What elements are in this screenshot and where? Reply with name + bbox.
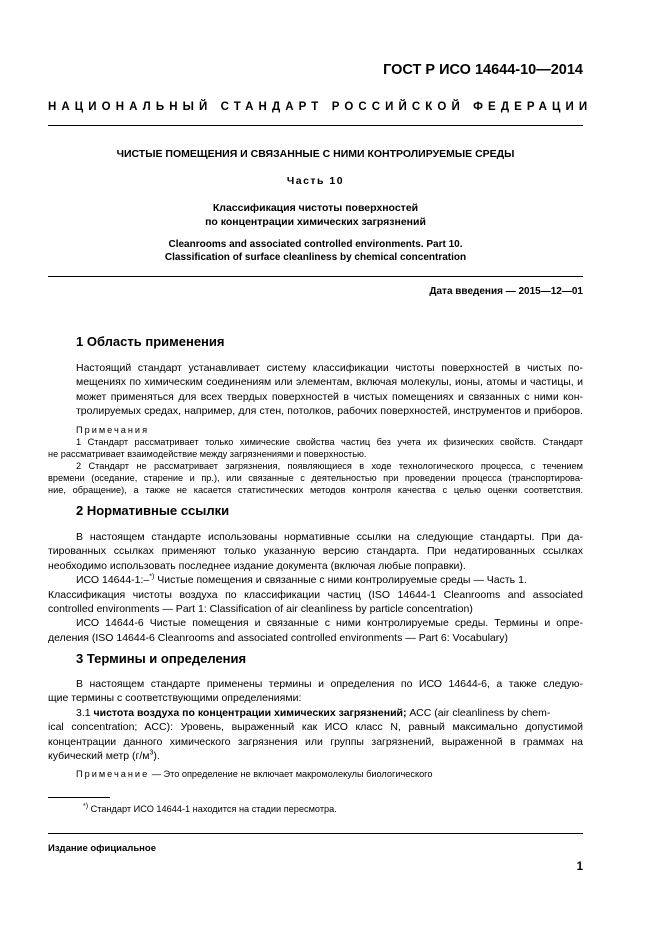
text-line: тролируемых средах, например, для стен, потолков, рабочих поверхностей, инструментов и приборов. <box>76 405 583 418</box>
note-2-line: времени (оседание, старение и пр.), или связанные с деятельностью при проведении процесса (транспортирова- <box>48 473 583 483</box>
title-english <box>48 239 583 264</box>
title-part: Часть 10 <box>286 175 345 187</box>
title-sub-line2: по концентрации химических загрязнений <box>205 216 426 228</box>
text-line: необходимо использовать последнее издание документа (включая любые поправки). <box>48 559 466 572</box>
note-1-line: не рассматривает взаимодействие между загрязнениями и поверхностью. <box>48 449 367 459</box>
notes-label: Примечания <box>76 425 150 435</box>
text-line: ical concentration; ACC): Уровень, выраженный как ИСО класс N, равный максимально допустимой <box>48 721 583 734</box>
section-3-heading: 3 Термины и определения <box>76 651 247 666</box>
title-rule <box>48 276 583 277</box>
term-3-1 <box>76 706 583 720</box>
term-abbr: АСС (air cleanliness by chem- <box>406 706 551 719</box>
section-1-paragraph <box>76 361 583 419</box>
footnote-mark: *) <box>83 802 89 810</box>
title-main: ЧИСТЫЕ ПОМЕЩЕНИЯ И СВЯЗАННЫЕ С НИМИ КОНТРОЛИРУЕМЫЕ СРЕДЫ <box>116 148 515 160</box>
footer-rule <box>48 833 583 834</box>
note-2-line: 2 Стандарт не рассматривает загрязнения, появляющиеся в ходе технологического процесса, с течением <box>76 461 583 471</box>
title-en-line2: Classification of surface cleanliness by chemical concentration <box>164 251 467 263</box>
section-3-note <box>76 768 583 780</box>
text-line: щие термины с соответствующими определениями: <box>48 692 302 705</box>
section-2-paragraph <box>48 530 583 645</box>
note-2-line: ние, обращение), а также не касается статистических методов контроля качества с целью оценки соответствия. <box>48 485 583 495</box>
introduction-date: Дата введения — 2015—12—01 <box>429 286 583 297</box>
text-line: может применяться для всех твердых поверхностей в чистых помещениях и связанных с ними кон- <box>76 390 583 403</box>
section-2-heading: 2 Нормативные ссылки <box>76 503 230 518</box>
footnote <box>83 804 337 814</box>
text-line: деления (ISO 14644-6 Cleanrooms and associated controlled environments — Part 6: Vocabulary) <box>48 631 508 644</box>
term-last-text: кубический метр (г/м <box>48 750 150 763</box>
ref1-code: ИСО 14644-1:– <box>76 574 150 587</box>
text-line: тированных ссылках применяют только указанную версию стандарта. При недатированных ссылках <box>48 545 583 558</box>
title-sub-line1: Классификация чистоты поверхностей <box>212 202 419 214</box>
header-rule <box>48 125 583 126</box>
section-1-heading: 1 Область применения <box>76 334 225 349</box>
reference-iso-14644-1 <box>76 573 583 587</box>
note-1-line: 1 Стандарт рассматривает только химические свойства частиц без учета их физических свойств. Стандарт <box>76 437 583 447</box>
title-subtitle <box>48 201 583 229</box>
title-en-line1: Cleanrooms and associated controlled environments. Part 10. <box>168 239 463 250</box>
text-line: controlled environments — Part 1: Classification of air cleanliness by particle concentration) <box>48 603 473 616</box>
note-line <box>76 768 583 780</box>
text-line: В настоящем стандарте применены термины и определения по ИСО 14644-6, а также следую- <box>76 678 583 690</box>
text-line: В настоящем стандарте использованы нормативные ссылки на следующие стандарты. При да- <box>76 531 583 543</box>
text-line: Классификация чистоты воздуха по классификации частиц (ISO 14644-1 Cleanrooms and associated <box>48 588 583 601</box>
note-label: Примечание <box>76 769 150 779</box>
text-line: мещениях по химическим соединениям или элементам, включая молекулы, ионы, атомы и частицы, и <box>76 376 583 389</box>
superscript-3: 3 <box>149 749 154 757</box>
national-standard-banner: НАЦИОНАЛЬНЫЙ СТАНДАРТ РОССИЙСКОЙ ФЕДЕРАЦИИ <box>48 101 593 113</box>
text-line: концентрации данного химического загрязнения или группы загрязнений, выраженной в граммах на <box>48 735 583 748</box>
footnote-rule <box>48 797 110 798</box>
term-name: чистота воздуха по концентрации химических загрязнений; <box>93 706 407 719</box>
note-text: — Это определение не включает макромолекулы биологического <box>149 769 433 779</box>
term-number: 3.1 <box>76 706 91 719</box>
edition-label: Издание официальное <box>48 843 156 854</box>
section-1-notes <box>48 424 583 496</box>
text-line <box>48 749 583 763</box>
ref1-footnote-mark: *) <box>149 573 155 581</box>
text-line: Настоящий стандарт устанавливает систему классификации чистоты поверхностей в чистых по- <box>76 362 583 374</box>
ref1-text: Чистые помещения и связанные с ними контролируемые среды — Часть 1. <box>154 574 527 587</box>
standard-code: ГОСТ Р ИСО 14644-10—2014 <box>383 62 583 78</box>
term-last-end: ). <box>153 750 160 763</box>
reference-iso-14644-6: ИСО 14644-6 Чистые помещения и связанные с ними контролируемые среды. Термины и опре- <box>76 617 583 630</box>
footnote-text: Стандарт ИСО 14644-1 находится на стадии пересмотра. <box>88 804 337 814</box>
page-number: 1 <box>576 861 583 873</box>
section-3-paragraph <box>48 677 583 763</box>
